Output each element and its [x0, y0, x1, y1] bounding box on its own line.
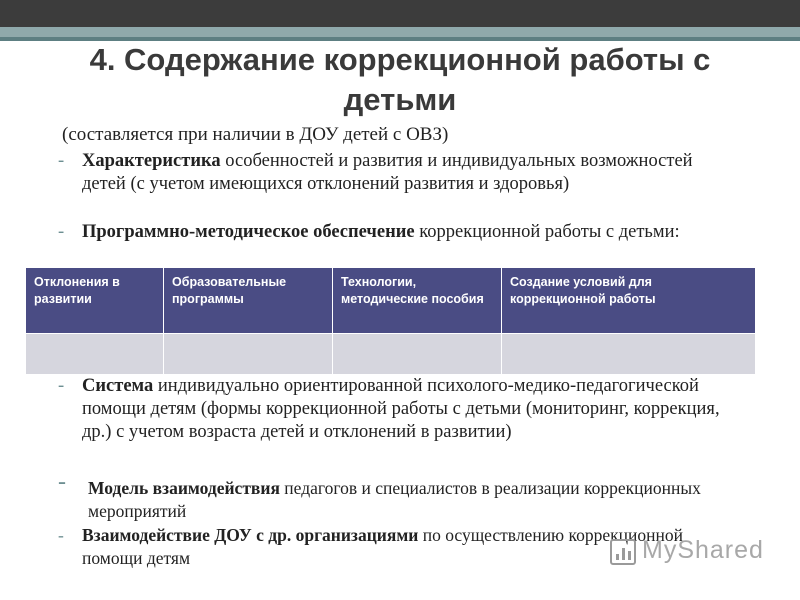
table-cell [26, 334, 164, 375]
presentation-chart-icon [610, 539, 636, 565]
table-header-cell: Образовательные программы [164, 268, 333, 334]
item-text: коррекционной работы с детьми: [414, 222, 680, 242]
slide-subtitle: (составляется при наличии в ДОУ детей с ОВЗ) [62, 124, 449, 145]
item-text: по осуществлению коррекционной помощи детям [82, 525, 683, 568]
top-teal-bar [0, 27, 800, 37]
item-text: педагогов и специалистов в реализации коррекционных мероприятий [88, 478, 701, 521]
bullet-dash: - [58, 222, 65, 242]
item-bold-label: Характеристика [82, 151, 221, 171]
table-header-row [26, 268, 756, 334]
correction-table [25, 267, 756, 375]
table-cell [333, 334, 502, 375]
list-item-program [58, 221, 728, 244]
top-dark-bar [0, 0, 800, 27]
item-bold-label: Модель взаимодействия [88, 478, 280, 498]
item-bold-label: Система [82, 376, 154, 396]
table-row [26, 334, 756, 375]
watermark-text: MyShared [642, 536, 764, 564]
list-item-system [58, 375, 728, 444]
table-header-cell: Отклонения в развитии [26, 268, 164, 334]
item-text: индивидуально ориентированной психолого-медико-педагогической помощи детям (формы коррекционной работы с детьми (мониторинг, коррекция, др.) с учетом возраста детей и отклонений в развитии) [82, 376, 720, 442]
item-bold-label: Взаимодействие ДОУ с др. организациями [82, 525, 419, 545]
bullet-dash: - [58, 376, 65, 396]
item-text: особенностей и развития и индивидуальных возможностей детей (с учетом имеющихся отклонений развития и здоровья) [82, 151, 693, 194]
bullet-dash: - [58, 151, 65, 171]
table-cell [502, 334, 756, 375]
list-item-characteristic [58, 150, 728, 196]
slide-title: 4. Содержание коррекционной работы с детьми [89, 42, 711, 117]
list-item-model [58, 469, 748, 523]
table-cell [164, 334, 333, 375]
table-header-cell: Технологии, методические пособия [333, 268, 502, 334]
item-bold-label: Программно-методическое обеспечение [82, 222, 415, 242]
bullet-dash: - [58, 469, 66, 495]
watermark-logo [610, 536, 770, 570]
table-header-cell: Создание условий для коррекционной работы [502, 268, 756, 334]
bullet-dash: - [58, 525, 64, 545]
